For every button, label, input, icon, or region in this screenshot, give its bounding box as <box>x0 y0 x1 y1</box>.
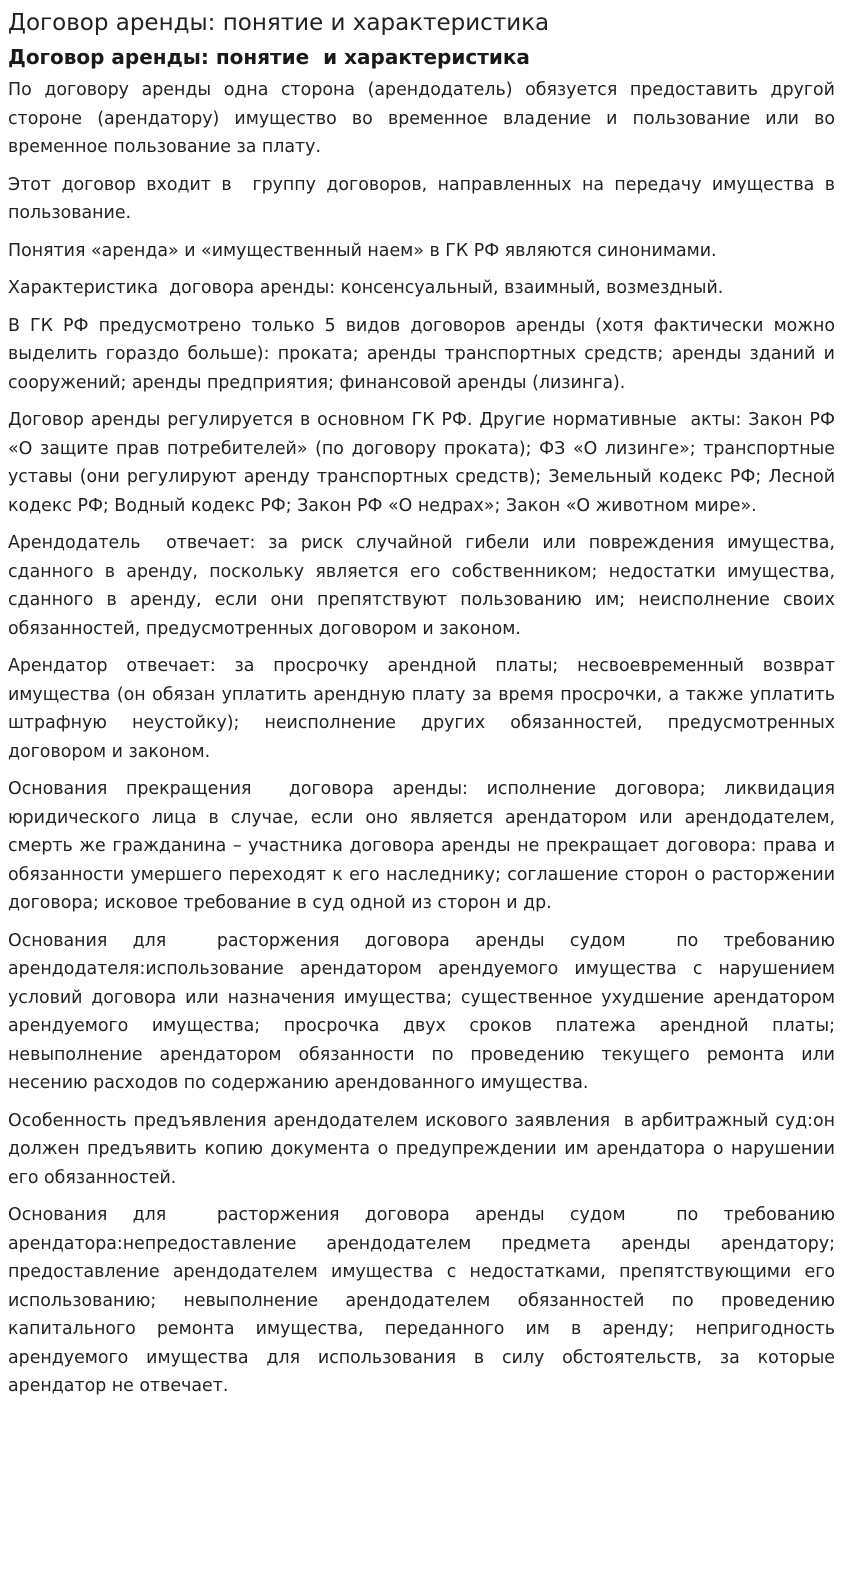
paragraph-termination-grounds: Основания прекращения договора аренды: исполнение договора; ликвидация юридического лица в случае, если оно является арендатором или арендодателем, смерть же гражданина – участника договора аренды не прекращает договора: права и обязанности умершего переходят к его наследнику; соглашение сторон о расторжении договора; исковое требование в суд одной из сторон и др. <box>8 779 841 913</box>
paragraph-lessor-dissolution: Основания для расторжения договора аренды судом по требованию арендодателя:использование арендатором арендуемого имущества с нарушением условий договора или назначения имущества; существенное ухудшение арендатором арендуемого имущества; просрочка двух сроков платежа арендной платы; невыполнение арендатором обязанности по проведению текущего ремонта или несению расходов по содержанию арендованного имущества. <box>8 930 841 1093</box>
article-body <box>8 76 841 1401</box>
paragraph-synonyms: Понятия «аренда» и «имущественный наем» в ГК РФ являются синонимами. <box>8 240 717 261</box>
article-title: Договор аренды: понятие и характеристика <box>8 45 530 69</box>
paragraph-lessor-liability: Арендодатель отвечает: за риск случайной гибели или повреждения имущества, сданного в аренду, поскольку является его собственником; недостатки имущества, сданного в аренду, если они препятствуют пользованию им; неисполнение своих обязанностей, предусмотренных договором и законом. <box>8 533 841 639</box>
paragraph-arbitration-claim: Особенность предъявления арендодателем искового заявления в арбитражный суд:он должен предъявить копию документа о предупреждении им арендатора о нарушении его обязанностей. <box>8 1110 841 1188</box>
paragraph-regulation: Договор аренды регулируется в основном ГК РФ. Другие нормативные акты: Закон РФ «О защите прав потребителей» (по договору проката); ФЗ «О лизинге»; транспортные уставы (они регулируют аренду транспортных средств); Земельный кодекс РФ; Лесной кодекс РФ; Водный кодекс РФ; Закон РФ «О недрах»; Закон «О животном мире». <box>8 410 841 516</box>
paragraph-group: Этот договор входит в группу договоров, направленных на передачу имущества в пользование. <box>8 174 841 223</box>
paragraph-types: В ГК РФ предусмотрено только 5 видов договоров аренды (хотя фактически можно выделить гораздо больше): проката; аренды транспортных средств; аренды зданий и сооружений; аренды предприятия; финансовой аренды (лизинга). <box>8 315 841 393</box>
paragraph-lessee-liability: Арендатор отвечает: за просрочку арендной платы; несвоевременный возврат имущества (он обязан уплатить арендную плату за время просрочки, а также уплатить штрафную неустойку); неисполнение других обязанностей, предусмотренных договором и законом. <box>8 656 841 762</box>
paragraph-definition: По договору аренды одна сторона (арендодатель) обязуется предоставить другой стороне (арендатору) имущество во временное владение и пользование или во временное пользование за плату. <box>8 80 841 157</box>
page-heading: Договор аренды: понятие и характеристика <box>8 10 550 36</box>
paragraph-lessee-dissolution: Основания для расторжения договора аренды судом по требованию арендатора:непредоставление арендодателем предмета аренды арендатору; предоставление арендодателем имущества с недостатками, препятствующими его использованию; невыполнение арендодателем обязанностей по проведению капитального ремонта имущества, переданного им в аренду; непригодность арендуемого имущества для использования в силу обстоятельств, за которые арендатор не отвечает. <box>8 1205 841 1396</box>
paragraph-characteristics: Характеристика договора аренды: консенсуальный, взаимный, возмездный. <box>8 278 724 298</box>
